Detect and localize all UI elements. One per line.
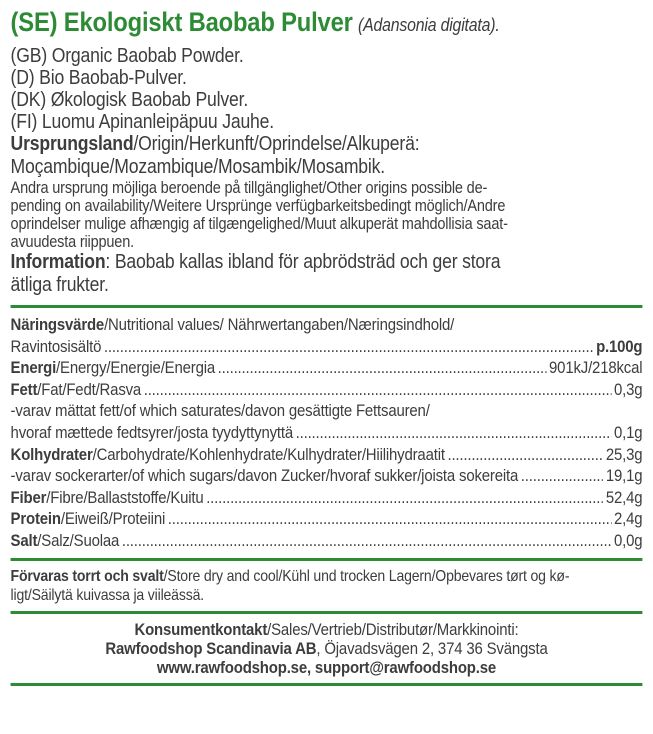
nutrition-row: [11, 314, 643, 336]
nutrient-value: p.100g: [596, 336, 643, 356]
language-line: (FI) Luomu Apinanleipäpuu Jauhe.: [10, 111, 275, 133]
footer-web-line: www.rawfoodshop.se, support@rawfoodshop.se: [156, 657, 497, 677]
dot-leader: [521, 465, 603, 487]
nutrient-name: Energi: [10, 358, 57, 378]
nutrient-name: Fett: [10, 379, 38, 399]
origin-label-rest: /Origin/Herkunft/Oprindelse/Alkuperä:: [133, 133, 420, 155]
nutrient-translations: -varav mättat fett/of which saturates/davon gesättigte Fettsauren/: [10, 401, 430, 421]
product-title: [11, 8, 643, 41]
nutrition-row: [11, 400, 643, 422]
dot-leader: [104, 336, 594, 358]
language-line: (GB) Organic Baobab Powder.: [10, 45, 244, 67]
footer-address-line: [11, 639, 643, 658]
nutrition-row: [11, 336, 643, 358]
nutrient-translations: -varav sockerarter/of which sugars/davon Zucker/hvoraf sukker/joista sokereita: [10, 466, 519, 486]
divider-above-footer: [11, 611, 643, 614]
storage-text-1: /Store dry and cool/Kühl und trocken Lagern/Opbevares tørt og kø-: [163, 567, 570, 585]
nutrient-translations: /Fibre/Ballaststoffe/Kuitu: [46, 487, 204, 507]
information-label: Information: [10, 251, 106, 273]
divider-below-nutrition: [11, 558, 643, 561]
nutrient-translations: Ravintosisältö: [10, 336, 102, 356]
nutrient-value: 2,4g: [613, 509, 643, 529]
dot-leader: [296, 422, 612, 444]
nutrient-translations: /Eiweiß/Proteiini: [60, 509, 166, 529]
information-line-1: [11, 251, 643, 274]
footer-company-bold: Rawfoodshop Scandinavia AB: [105, 638, 317, 658]
information-text-1: : Baobab kallas ibland för apbrödsträd och ger stora: [105, 251, 501, 273]
origin-note-line: pending on availability/Weitere Ursprünge verfügbarkeitsbedingt möglich/Andre: [10, 197, 506, 215]
dot-leader: [218, 357, 547, 379]
footer: [11, 620, 643, 677]
storage-label: Förvaras torrt och svalt: [10, 567, 164, 585]
nutrition-row: [11, 422, 643, 444]
dot-leader: [447, 444, 603, 466]
origin-note-line: oprindelser mulige afhængig af tilgængelighed/Muut alkuperät mahdollisia saat-: [10, 215, 508, 233]
nutrition-row: [11, 487, 643, 509]
language-line: (D) Bio Baobab-Pulver.: [10, 67, 187, 89]
dot-leader: [144, 379, 612, 401]
nutrition-row: [11, 357, 643, 379]
storage-line-1: [11, 567, 643, 586]
information-line-2: ätliga frukter.: [10, 274, 109, 296]
nutrition-row: [11, 530, 643, 552]
nutrition-row: [11, 508, 643, 530]
nutrient-translations: /Nutritional values/ Nährwertangaben/Næringsindhold/: [104, 315, 455, 334]
dot-leader: [122, 530, 612, 552]
nutrient-translations: /Carbohydrate/Kohlenhydrate/Kulhydrater/Hiilihydraatit: [92, 444, 445, 464]
nutrition-table: [11, 314, 643, 552]
origin-availability-note: [11, 179, 643, 251]
footer-address-rest: , Öjavadsvägen 2, 374 36 Svängsta: [316, 638, 548, 658]
title-latin-name: (Adansonia digitata).: [357, 15, 500, 35]
origin-label: [11, 133, 643, 156]
nutrient-value: 0,0g: [613, 530, 643, 550]
language-lines: [11, 45, 643, 133]
origin-note-line: avuudesta riippuen.: [10, 233, 134, 251]
dot-leader: [206, 487, 603, 509]
nutrient-value: 0,3g: [613, 379, 643, 399]
language-line: (DK) Økologisk Baobab Pulver.: [10, 89, 249, 111]
divider-bottom: [11, 683, 643, 686]
divider-top-of-nutrition: [11, 305, 643, 308]
nutrient-name: Salt: [10, 530, 38, 550]
footer-contact-bold: Konsumentkontakt: [134, 619, 268, 639]
nutrition-row: [11, 465, 643, 487]
origin-label-bold: Ursprungsland: [10, 133, 134, 155]
nutrient-value: 0,1g: [613, 422, 643, 442]
nutrition-row: [11, 444, 643, 466]
nutrient-value: 52,4g: [605, 487, 643, 507]
dot-leader: [168, 508, 612, 530]
footer-contact-line: [11, 620, 643, 639]
nutrient-translations: hvoraf mættede fedtsyrer/josta tyydyttynyttä: [10, 422, 293, 442]
nutrient-translations: /Fat/Fedt/Rasva: [37, 379, 142, 399]
nutrient-name: Fiber: [10, 487, 47, 507]
nutrient-value: 901kJ/218kcal: [549, 358, 643, 378]
nutrient-value: 19,1g: [605, 466, 643, 486]
footer-contact-rest: /Sales/Vertrieb/Distributør/Markkinointi:: [267, 619, 519, 639]
nutrient-translations: /Energy/Energie/Energia: [56, 358, 216, 378]
nutrient-name: Kolhydrater: [10, 444, 93, 464]
title-swedish: (SE) Ekologiskt Baobab Pulver: [10, 7, 353, 37]
origin-countries: Moçambique/Mozambique/Mosambik/Mosambik.: [10, 156, 386, 178]
storage-line-2: ligt/Säilytä kuivassa ja viileässä.: [10, 586, 204, 604]
nutrient-name: Protein: [10, 509, 61, 529]
nutrient-name: Näringsvärde: [10, 315, 105, 334]
nutrition-row: [11, 379, 643, 401]
nutrient-translations: /Salz/Suolaa: [37, 530, 120, 550]
origin-note-line: Andra ursprung möjliga beroende på tillgänglighet/Other origins possible de-: [10, 179, 488, 197]
nutrient-value: 25,3g: [605, 444, 643, 464]
